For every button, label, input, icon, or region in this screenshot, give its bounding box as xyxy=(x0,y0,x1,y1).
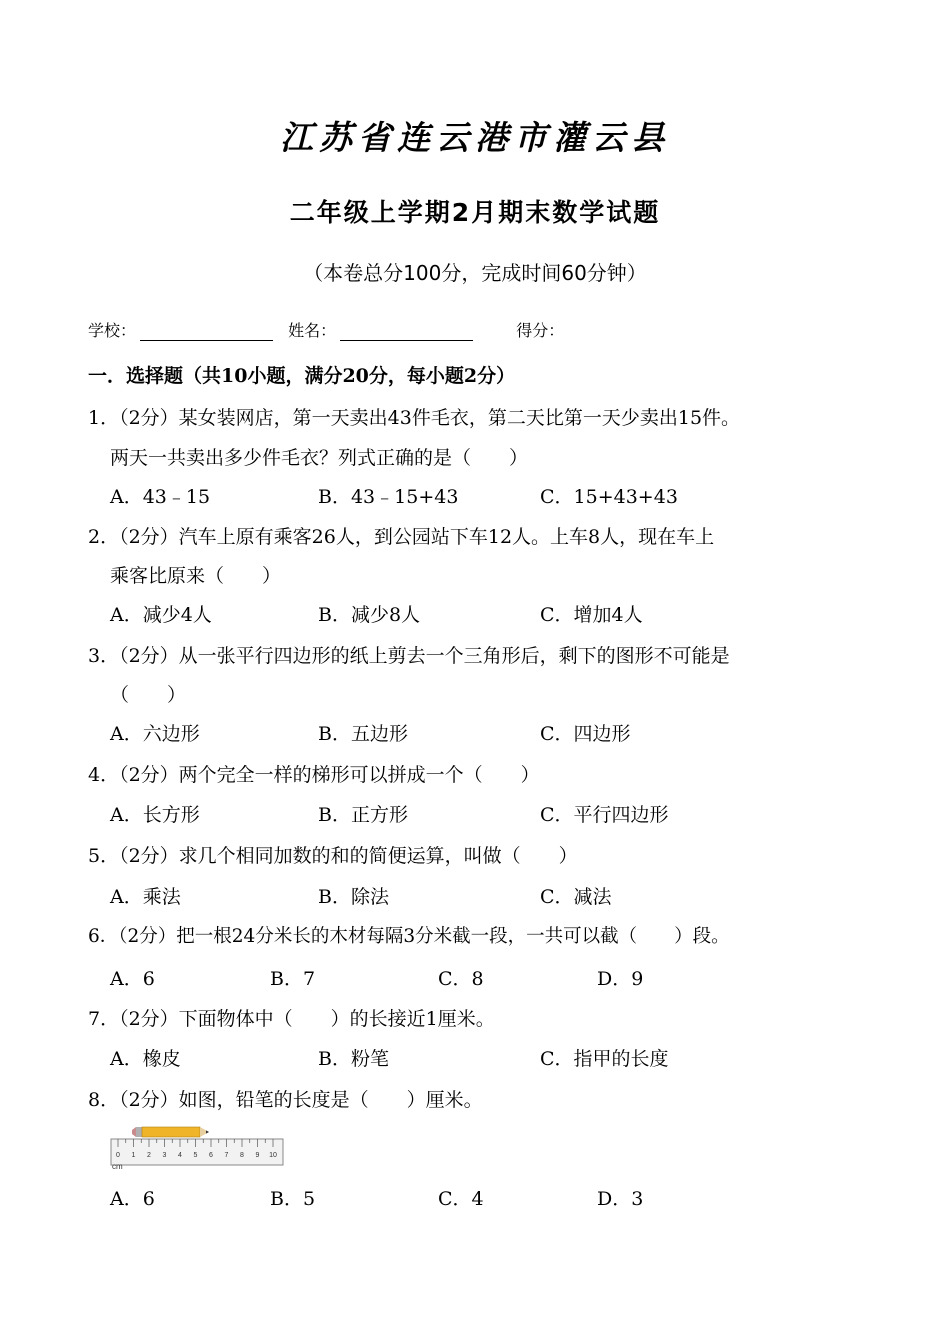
pencil-ruler-figure xyxy=(110,1125,285,1170)
ruler-tick-label: 1 xyxy=(131,1152,136,1159)
pencil xyxy=(132,1127,209,1137)
question-5-line1: 5．（2分）求几个相同加数的和的简便运算，叫做（ ） xyxy=(88,845,578,867)
score-label: 得分： xyxy=(516,321,565,340)
question-3-option-c[interactable]: C．四边形 xyxy=(540,723,631,745)
question-6-line1: 6．（2分）把一根24分米长的木材每隔3分米截一段，一共可以截（ ）段。 xyxy=(88,926,730,947)
question-1-line1: 1．（2分）某女装网店，第一天卖出43件毛衣，第二天比第一天少卖出15件。 xyxy=(88,407,741,429)
name-label: 姓名： xyxy=(288,321,337,340)
question-8-option-d[interactable]: D．3 xyxy=(597,1188,644,1210)
ruler-tick-label: 7 xyxy=(224,1152,229,1159)
school-blank[interactable] xyxy=(140,324,273,341)
ruler-tick-label: 6 xyxy=(209,1152,213,1159)
name-blank[interactable] xyxy=(340,324,473,341)
question-2-option-c[interactable]: C．增加4人 xyxy=(540,604,643,626)
question-2-line2: 乘客比原来（ ） xyxy=(110,565,282,587)
ruler-unit-label: cm xyxy=(112,1162,123,1170)
question-4-option-b[interactable]: B．正方形 xyxy=(318,804,408,826)
question-6-option-a[interactable]: A．6 xyxy=(110,968,155,990)
question-1-option-a[interactable]: A．43﹣15 xyxy=(110,486,211,508)
question-2-option-b[interactable]: B．减少8人 xyxy=(318,604,421,626)
question-7-option-b[interactable]: B．粉笔 xyxy=(318,1048,389,1070)
ruler-tick-label: 2 xyxy=(147,1152,151,1159)
question-6-option-b[interactable]: B．7 xyxy=(270,968,316,990)
question-8-option-a[interactable]: A．6 xyxy=(110,1188,155,1210)
question-8-option-b[interactable]: B．5 xyxy=(270,1188,316,1210)
question-3-option-b[interactable]: B．五边形 xyxy=(318,723,408,745)
question-7-option-a[interactable]: A．橡皮 xyxy=(110,1048,181,1070)
question-6-option-d[interactable]: D．9 xyxy=(597,968,644,990)
question-1-line2: 两天一共卖出多少件毛衣？列式正确的是（ ） xyxy=(110,447,529,469)
question-8-line1: 8．（2分）如图，铅笔的长度是（ ）厘米。 xyxy=(88,1089,483,1111)
question-3-line2: （ ） xyxy=(110,684,187,706)
question-4-line1: 4．（2分）两个完全一样的梯形可以拼成一个（ ） xyxy=(88,764,540,786)
ruler-tick-label: 5 xyxy=(193,1152,198,1159)
question-5-option-c[interactable]: C．减法 xyxy=(540,886,612,908)
question-7-line1: 7．（2分）下面物体中（ ）的长接近1厘米。 xyxy=(88,1008,495,1030)
question-5-option-b[interactable]: B．除法 xyxy=(318,886,389,908)
student-info-row xyxy=(88,318,568,341)
question-8-option-c[interactable]: C．4 xyxy=(438,1188,484,1210)
question-6-option-c[interactable]: C．8 xyxy=(438,968,484,990)
ruler-tick-label: 0 xyxy=(116,1152,120,1159)
section-heading: 一．选择题（共10小题，满分20分，每小题2分） xyxy=(88,365,516,387)
question-3-option-a[interactable]: A．六边形 xyxy=(110,723,200,745)
ruler-tick-label: 8 xyxy=(240,1152,244,1159)
question-1-option-b[interactable]: B．43﹣15+43 xyxy=(318,486,459,508)
question-5-option-a[interactable]: A．乘法 xyxy=(110,886,181,908)
exam-subtitle: 二年级上学期2月期末数学试题 xyxy=(289,198,661,227)
question-1-option-c[interactable]: C．15+43+43 xyxy=(540,486,678,508)
ruler-tick-label: 3 xyxy=(162,1152,167,1159)
question-7-option-c[interactable]: C．指甲的长度 xyxy=(540,1048,669,1070)
question-3-line1: 3．（2分）从一张平行四边形的纸上剪去一个三角形后，剩下的图形不可能是 xyxy=(88,645,730,667)
question-4-option-a[interactable]: A．长方形 xyxy=(110,804,200,826)
school-label: 学校： xyxy=(88,321,137,340)
ruler-tick-label: 4 xyxy=(178,1152,182,1159)
exam-note: （本卷总分100分，完成时间60分钟） xyxy=(303,261,647,285)
question-2-option-a[interactable]: A．减少4人 xyxy=(110,604,212,626)
question-2-line1: 2．（2分）汽车上原有乘客26人，到公园站下车12人。上车8人，现在车上 xyxy=(88,526,715,548)
ruler-tick-label: 10 xyxy=(269,1152,277,1159)
question-4-option-c[interactable]: C．平行四边形 xyxy=(540,804,669,826)
exam-title: 江苏省连云港市灌云县 xyxy=(280,118,670,157)
ruler-tick-label: 9 xyxy=(255,1152,260,1159)
